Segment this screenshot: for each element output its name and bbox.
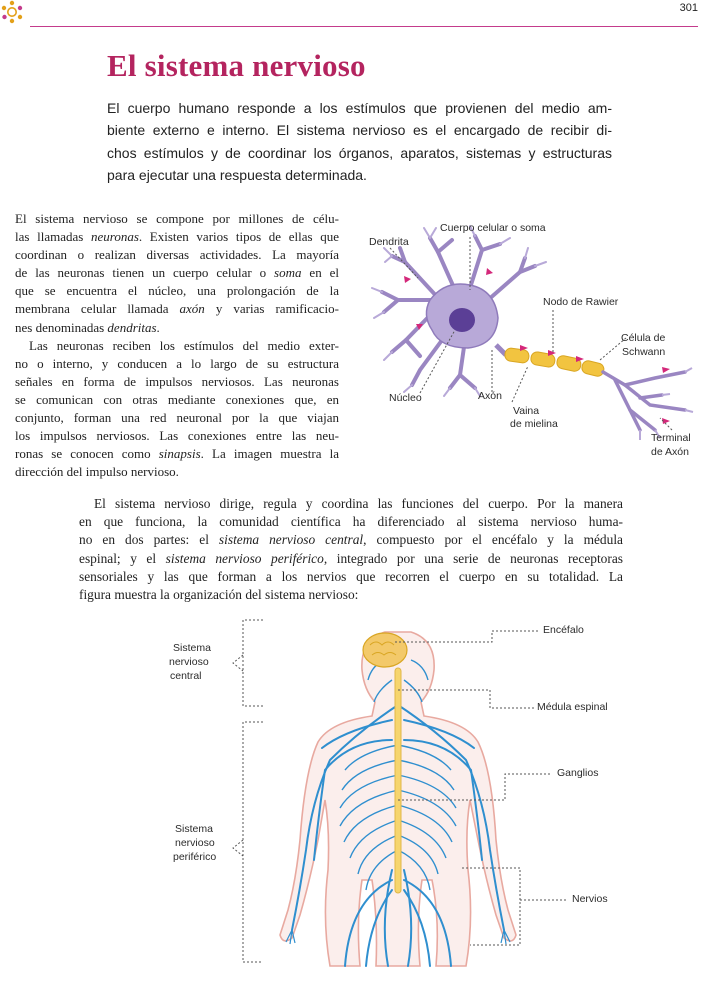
- text-line: no o interno, y conducen a lo largo de su estructura: [15, 355, 339, 371]
- text-line: las llamadas neuronas. Existen varios tipos de ellas que: [15, 229, 339, 245]
- text-line: señales en forma de impulsos nerviosos. Las neuronas: [15, 373, 339, 389]
- text-line: en que funciona, la comunidad científica ha diferenciado al sistema nervioso huma-: [79, 514, 623, 530]
- label-schwann-1: Célula de: [621, 332, 666, 344]
- text-line: nes denominadas dendritas.: [15, 319, 160, 335]
- text-line: El sistema nervioso se compone por millones de célu-: [15, 211, 339, 226]
- text-line: sensoriales y las que forman a los nervios que recorren el cuerpo en su totalidad. La: [79, 568, 623, 584]
- label-vaina-1: Vaina: [513, 405, 540, 417]
- spinal-cord: [395, 668, 401, 893]
- text-line: espinal; y el sistema nervioso periférico, integrado por una serie de neuronas receptoras: [79, 550, 623, 566]
- label-peripheral-2: nervioso: [175, 837, 215, 849]
- text-line: El sistema nervioso dirige, regula y coordina las funciones del cuerpo. Por la manera: [94, 496, 623, 511]
- label-nervios: Nervios: [572, 893, 608, 905]
- label-medula: Médula espinal: [537, 701, 608, 713]
- text-line: ronas se conocen como sinapsis. La imagen muestra la: [15, 446, 339, 462]
- intro-line: biente externo e interno. El sistema nervioso es el encargado de recibir di-: [107, 122, 612, 139]
- text-line: coordinan o realizan diversas actividades. La mayoría: [15, 247, 339, 263]
- intro-line: El cuerpo humano responde a los estímulos que provienen del medio am-: [107, 100, 612, 116]
- brain: [363, 633, 407, 667]
- text-line: figura muestra la organización del sistema nervioso:: [79, 587, 359, 603]
- text-line: no en dos partes: el sistema nervioso central, compuesto por el encéfalo y la médula: [79, 532, 623, 548]
- text-line: de las neuronas tienen un cuerpo celular o soma en el: [15, 265, 340, 281]
- label-peripheral-3: periférico: [173, 851, 217, 863]
- text-line: que se encuentra el núcleo, una prolongación de la: [15, 283, 339, 299]
- label-central-1: Sistema: [173, 642, 211, 654]
- text-line: se comunican con otras mediante conexiones que, en: [15, 391, 339, 407]
- label-schwann-2: Schwann: [622, 346, 666, 358]
- page-number: 301: [679, 2, 698, 14]
- label-axon: Axón: [478, 390, 502, 402]
- text-line: conjunto, forman una red neuronal por la que viajan: [15, 410, 339, 426]
- label-terminal-1: Terminal: [651, 432, 691, 444]
- text-line: membrana celular llamada axón y varias ramificacio-: [15, 301, 339, 317]
- label-dendrita: Dendrita: [369, 236, 409, 248]
- text-line: los impulsos nerviosos. Las conexiones entre las neu-: [15, 428, 339, 444]
- label-nucleo: Núcleo: [389, 392, 422, 404]
- label-central-3: central: [170, 670, 202, 682]
- intro-line: para ejecutar una respuesta determinada.: [107, 166, 367, 183]
- label-peripheral-1: Sistema: [175, 823, 213, 835]
- label-encefalo: Encéfalo: [543, 624, 584, 636]
- label-nodo: Nodo de Rawier: [543, 296, 619, 308]
- page-title: El sistema nervioso: [107, 48, 366, 83]
- text-line: dirección del impulso nervioso.: [15, 464, 179, 480]
- intro-line: chos estímulos y de coordinar los órganos, aparatos, sistemas y estructuras: [107, 144, 612, 161]
- label-soma: Cuerpo celular o soma: [440, 222, 546, 234]
- label-vaina-2: de mielina: [510, 418, 558, 430]
- label-central-2: nervioso: [169, 656, 209, 668]
- label-ganglios: Ganglios: [557, 767, 599, 779]
- label-terminal-2: de Axón: [651, 446, 689, 458]
- text-line: Las neuronas reciben los estímulos del medio exter-: [29, 337, 339, 353]
